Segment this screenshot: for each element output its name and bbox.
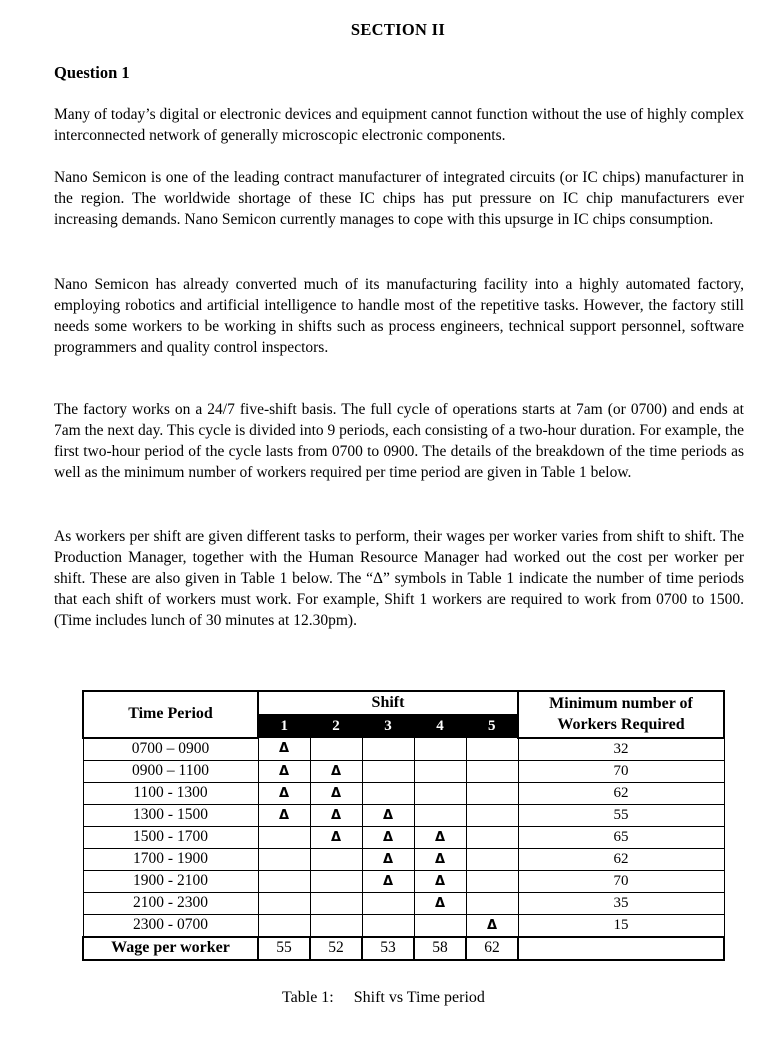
shift-cell bbox=[362, 804, 414, 826]
delta-symbol: Δ bbox=[382, 851, 394, 867]
shift-header: Shift bbox=[258, 691, 518, 715]
shift-cell bbox=[466, 870, 518, 892]
table-row bbox=[83, 782, 724, 804]
shift-cell bbox=[310, 892, 362, 914]
shift-cell bbox=[414, 826, 466, 848]
delta-symbol: Δ bbox=[278, 807, 290, 823]
wage-row bbox=[83, 937, 724, 960]
delta-symbol: Δ bbox=[330, 807, 342, 823]
shift-cell bbox=[258, 826, 310, 848]
table-row bbox=[83, 826, 724, 848]
time-period-cell: 2100 - 2300 bbox=[83, 892, 258, 914]
wage-cell-shift-2: 52 bbox=[310, 937, 362, 960]
required-workers-cell: 15 bbox=[518, 914, 724, 937]
shift-cell bbox=[362, 738, 414, 761]
wage-cell-shift-3: 53 bbox=[362, 937, 414, 960]
delta-symbol: Δ bbox=[382, 829, 394, 845]
time-period-cell: 1500 - 1700 bbox=[83, 826, 258, 848]
time-period-header: Time Period bbox=[83, 691, 258, 738]
shift-cell bbox=[466, 804, 518, 826]
paragraph-company: Nano Semicon is one of the leading contract manufacturer of integrated circuits (or IC chips) manufacturer in the region. The worldwide shortage of these IC chips has put pressure on IC chip manufacturers ever increasing demands. Nano Semicon currently manages to cope with this upsurge in IC chips consumption. bbox=[54, 169, 744, 228]
delta-symbol: Δ bbox=[330, 829, 342, 845]
shift-number-4: 4 bbox=[414, 715, 466, 738]
wage-cell-shift-5: 62 bbox=[466, 937, 518, 960]
required-workers-cell: 70 bbox=[518, 870, 724, 892]
min-workers-header-line2: Workers Required bbox=[557, 716, 685, 734]
time-period-cell: 1900 - 2100 bbox=[83, 870, 258, 892]
shift-cell bbox=[362, 760, 414, 782]
required-workers-cell: 55 bbox=[518, 804, 724, 826]
table-row bbox=[83, 848, 724, 870]
delta-symbol: Δ bbox=[278, 763, 290, 779]
delta-symbol: Δ bbox=[330, 763, 342, 779]
delta-symbol: Δ bbox=[330, 785, 342, 801]
shift-cell bbox=[466, 826, 518, 848]
shift-cell bbox=[414, 782, 466, 804]
shift-cell bbox=[258, 782, 310, 804]
table-row bbox=[83, 892, 724, 914]
table-body bbox=[83, 738, 724, 937]
shift-cell bbox=[258, 804, 310, 826]
shift-cell bbox=[310, 804, 362, 826]
shift-cell bbox=[310, 870, 362, 892]
shift-cell bbox=[414, 738, 466, 761]
required-workers-cell: 35 bbox=[518, 892, 724, 914]
table-row bbox=[83, 914, 724, 937]
shift-cell bbox=[310, 782, 362, 804]
shift-cell bbox=[466, 892, 518, 914]
min-workers-header bbox=[518, 691, 724, 738]
shift-cell bbox=[466, 848, 518, 870]
shift-number-3: 3 bbox=[362, 715, 414, 738]
shift-cell bbox=[466, 914, 518, 937]
time-period-cell: 0900 – 1100 bbox=[83, 760, 258, 782]
shift-cell bbox=[310, 826, 362, 848]
paragraph-wages: As workers per shift are given different tasks to perform, their wages per worker varies from shift to shift. The Production Manager, together with the Human Resource Manager had worked out the cost per worker per shift. These are also given in Table 1 below. The “Δ” symbols in Table 1 indicate the number of time periods that each shift of workers must work. For example, Shift 1 workers are required to work from 0700 to 1500. (Time includes lunch of 30 minutes at 12.30pm). bbox=[54, 528, 744, 629]
caption-label: Table 1: bbox=[282, 989, 334, 1006]
caption-text: Shift vs Time period bbox=[353, 989, 485, 1006]
table-row bbox=[83, 870, 724, 892]
table-row bbox=[83, 738, 724, 761]
question-title: Question 1 bbox=[54, 63, 130, 82]
delta-symbol: Δ bbox=[382, 807, 394, 823]
paragraph-intro: Many of today’s digital or electronic devices and equipment cannot function without the use of highly complex interconnected network of generally microscopic electronic components. bbox=[54, 106, 744, 144]
shift-cell bbox=[466, 782, 518, 804]
delta-symbol: Δ bbox=[434, 873, 446, 889]
wage-label: Wage per worker bbox=[83, 937, 258, 960]
shift-cell bbox=[362, 782, 414, 804]
paragraph-shifts: The factory works on a 24/7 five-shift basis. The full cycle of operations starts at 7am (or 0700) and ends at 7am the next day. This cycle is divided into 9 periods, each consisting of a two-hour duration. For example, the first two-hour period of the cycle lasts from 0700 to 0900. The details of the breakdown of the time periods as well as the minimum number of workers required per time period are given in Table 1 below. bbox=[54, 401, 744, 481]
shift-cell bbox=[414, 914, 466, 937]
table-row bbox=[83, 760, 724, 782]
wage-cell-shift-4: 58 bbox=[414, 937, 466, 960]
shift-cell bbox=[258, 892, 310, 914]
delta-symbol: Δ bbox=[486, 917, 498, 933]
delta-symbol: Δ bbox=[434, 851, 446, 867]
delta-symbol: Δ bbox=[382, 873, 394, 889]
shift-number-5: 5 bbox=[466, 715, 518, 738]
shift-cell bbox=[258, 914, 310, 937]
paragraph-automation: Nano Semicon has already converted much of its manufacturing facility into a highly automated factory, employing robotics and artificial intelligence to handle most of the repetitive tasks. However, the factory still needs some workers to be working in shifts such as process engineers, technical support personnel, software programmers and quality control inspectors. bbox=[54, 276, 744, 356]
required-workers-cell: 62 bbox=[518, 848, 724, 870]
table-row bbox=[83, 804, 724, 826]
shift-cell bbox=[414, 848, 466, 870]
shift-cell bbox=[310, 914, 362, 937]
time-period-cell: 1100 - 1300 bbox=[83, 782, 258, 804]
wage-cell-shift-1: 55 bbox=[258, 937, 310, 960]
shift-cell bbox=[310, 760, 362, 782]
required-workers-cell: 65 bbox=[518, 826, 724, 848]
time-period-cell: 1300 - 1500 bbox=[83, 804, 258, 826]
delta-symbol: Δ bbox=[434, 895, 446, 911]
table-caption bbox=[282, 989, 485, 1007]
shift-cell bbox=[466, 760, 518, 782]
shift-cell bbox=[414, 760, 466, 782]
shift-table bbox=[82, 690, 725, 961]
time-period-cell: 1700 - 1900 bbox=[83, 848, 258, 870]
required-workers-cell: 70 bbox=[518, 760, 724, 782]
shift-number-2: 2 bbox=[310, 715, 362, 738]
shift-cell bbox=[258, 848, 310, 870]
shift-cell bbox=[362, 870, 414, 892]
shift-number-1: 1 bbox=[258, 715, 310, 738]
min-workers-header-line1: Minimum number of bbox=[549, 695, 693, 713]
shift-cell bbox=[258, 760, 310, 782]
delta-symbol: Δ bbox=[278, 785, 290, 801]
shift-cell bbox=[414, 892, 466, 914]
required-workers-cell: 32 bbox=[518, 738, 724, 761]
delta-symbol: Δ bbox=[434, 829, 446, 845]
section-title: SECTION II bbox=[350, 20, 446, 39]
time-period-cell: 0700 – 0900 bbox=[83, 738, 258, 761]
shift-cell bbox=[362, 826, 414, 848]
shift-cell bbox=[414, 870, 466, 892]
shift-cell bbox=[362, 914, 414, 937]
wage-row-empty-cell bbox=[518, 937, 724, 960]
time-period-cell: 2300 - 0700 bbox=[83, 914, 258, 937]
shift-cell bbox=[310, 848, 362, 870]
shift-cell bbox=[414, 804, 466, 826]
required-workers-cell: 62 bbox=[518, 782, 724, 804]
shift-cell bbox=[362, 892, 414, 914]
shift-cell bbox=[466, 738, 518, 761]
shift-cell bbox=[258, 738, 310, 761]
delta-symbol: Δ bbox=[278, 741, 290, 757]
shift-cell bbox=[310, 738, 362, 761]
shift-cell bbox=[362, 848, 414, 870]
shift-cell bbox=[258, 870, 310, 892]
